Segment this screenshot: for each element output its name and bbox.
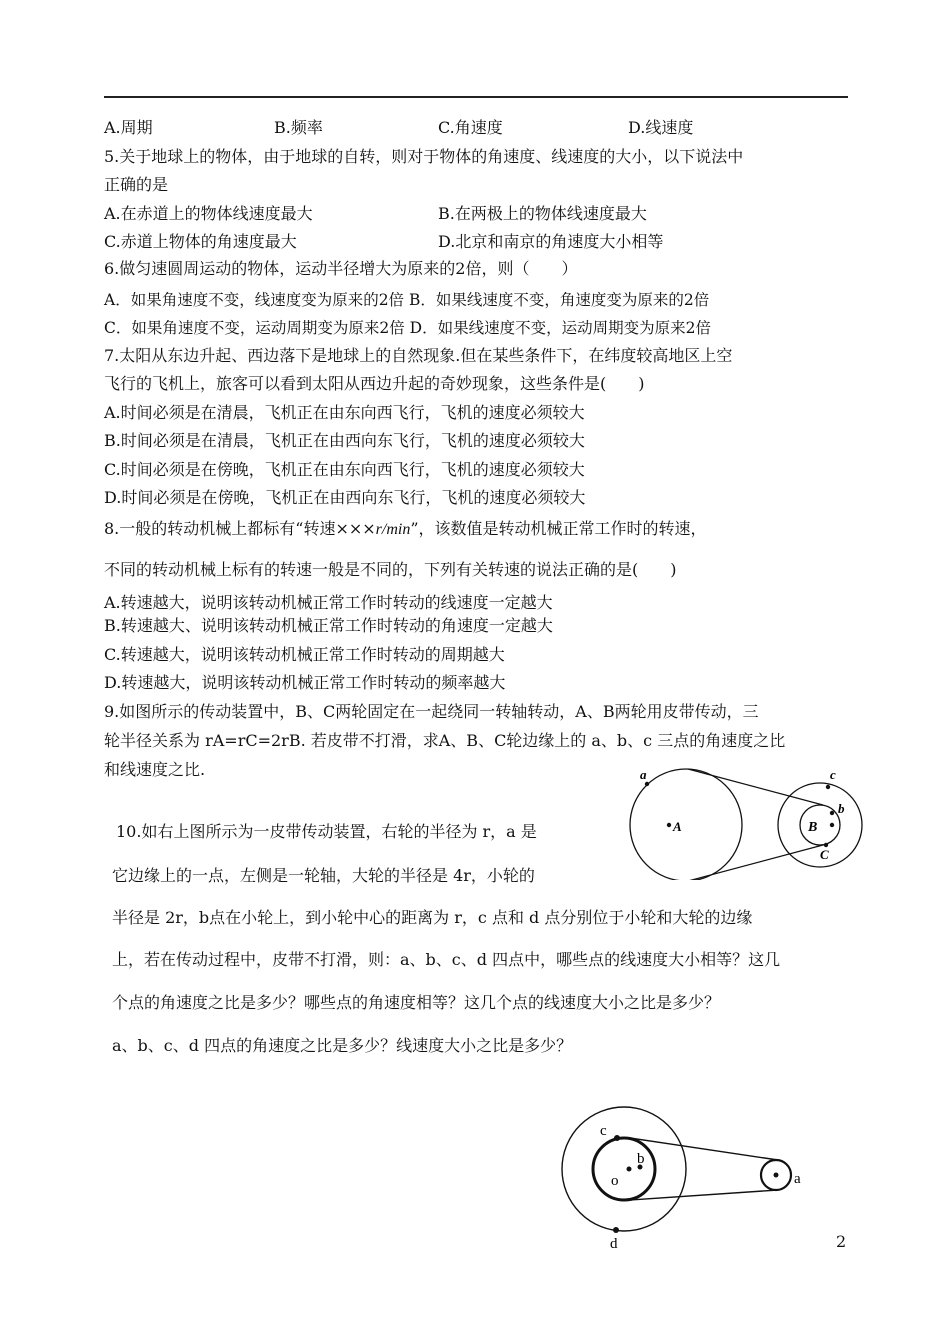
label-c: c [830,767,836,782]
q8-stem-line2: 不同的转动机械上标有的转速一般是不同的，下列有关转速的说法正确的是( ) [104,560,677,579]
q8-stem-text-a: 8.一般的转动机械上都标有“转速××× [104,519,376,538]
q6-options-cd: C．如果角速度不变，运动周期变为原来2倍 D．如果线速度不变，运动周期变为原来2倍 [104,319,711,337]
small-wheel-circle [593,1138,655,1200]
q4-option-b: B.频率 [274,118,323,137]
belt-lower [630,1190,778,1200]
label-b: b [838,801,845,816]
right-center [774,1173,779,1178]
q4-option-d: D.线速度 [628,118,694,137]
q5-stem-line1: 5.关于地球上的物体，由于地球的自转，则对于物体的角速度、线速度的大小，以下说法中 [104,147,744,166]
header-rule [104,96,848,98]
center-b [830,823,834,827]
q10-line2: 它边缘上的一点，左侧是一轮轴，大轮的半径是 4r，小轮的 [112,866,535,885]
point-a [645,782,649,786]
q5-option-d: D.北京和南京的角速度大小相等 [438,232,664,251]
q9-line3: 和线速度之比. [104,760,206,779]
q10-line6: a、b、c、d 四点的角速度之比是多少？线速度大小之比是多少？ [112,1036,573,1055]
large-wheel-circle [562,1107,686,1231]
q5-stem-line2: 正确的是 [104,175,169,194]
q9-line2: 轮半径关系为 rA=rC=2rB. 若皮带不打滑，求A、B、C轮边缘上的 a、b、c 三点的角速度之比 [104,731,786,750]
q7-option-d: D.时间必须是在傍晚，飞机正在由西向东飞行，飞机的速度必须较大 [104,488,586,507]
q8-option-a: A.转速越大，说明该转动机械正常工作时转动的线速度一定越大 [104,593,553,612]
q4-options [104,118,848,138]
point-b [830,811,834,815]
label-b: b [637,1151,645,1167]
q7-stem-line2: 飞行的飞机上，旅客可以看到太阳从西边升起的奇妙现象，这些条件是( ) [104,374,645,393]
q6-stem: 6.做匀速圆周运动的物体，运动半径增大为原来的2倍，则（ ） [104,259,578,278]
q6-options-ab: A．如果角速度不变，线速度变为原来的2倍 B．如果线速度不变，角速度变为原来的2倍 [104,291,710,309]
q7-option-c: C.时间必须是在傍晚，飞机正在由东向西飞行，飞机的速度必须较大 [104,460,585,479]
q10-line4: 上，若在传动过程中，皮带不打滑，则：a、b、c、d 四点中，哪些点的线速度大小相等？这几 [112,950,781,969]
point-c [826,785,830,789]
q5-option-a: A.在赤道上的物体线速度最大 [104,204,313,223]
page-number: 2 [836,1232,847,1251]
center-o [627,1167,632,1172]
q5-option-c: C.赤道上物体的角速度最大 [104,232,297,251]
q8-option-b: B.转速越大、说明该转动机械正常工作时转动的角速度一定越大 [104,616,553,635]
q8-stem-line1 [104,519,707,540]
q7-stem-line1: 7.太阳从东边升起、西边落下是地球上的自然现象.但在某些条件下，在纬度较高地区上空 [104,346,733,365]
belt-diagram-1 [620,765,870,880]
q8-option-d: D.转速越大，说明该转动机械正常工作时转动的频率越大 [104,673,506,692]
center-a [667,823,671,827]
q9-line1: 9.如图所示的传动装置中，B、C两轮固定在一起绕同一转轴转动，A、B两轮用皮带传动，三 [104,702,759,721]
label-A: A [673,819,682,834]
q7-option-b: B.时间必须是在清晨，飞机正在由西向东飞行，飞机的速度必须较大 [104,431,585,450]
belt-lower [688,845,823,880]
belt-diagram-2 [555,1105,815,1250]
label-a: a [794,1171,801,1187]
label-a: a [640,767,647,782]
q8-stem-text-b: ”，该数值是转动机械正常工作时的转速， [410,519,707,538]
label-o: o [611,1173,619,1189]
q10-line1: 10.如右上图所示为一皮带传动装置，右轮的半径为 r，a 是 [116,822,537,841]
q4-option-a: A.周期 [104,118,153,137]
point-d [613,1227,619,1233]
label-d: d [610,1236,618,1250]
label-c: c [600,1123,607,1139]
q5-option-b: B.在两极上的物体线速度最大 [438,204,647,223]
label-C: C [820,847,829,862]
q4-option-c: C.角速度 [438,118,503,137]
label-B: B [808,820,818,835]
q8-option-c: C.转速越大，说明该转动机械正常工作时转动的周期越大 [104,645,505,664]
q10-line3: 半径是 2r，b点在小轮上，到小轮中心的距离为 r，c 点和 d 点分别位于小轮和大轮的边缘 [112,908,753,927]
q8-unit: r/min [375,521,411,538]
point-c [614,1135,620,1141]
q10-line5: 个点的角速度之比是多少？哪些点的角速度相等？这几个点的线速度大小之比是多少？ [112,993,721,1012]
q7-option-a: A.时间必须是在清晨，飞机正在由东向西飞行，飞机的速度必须较大 [104,403,585,422]
